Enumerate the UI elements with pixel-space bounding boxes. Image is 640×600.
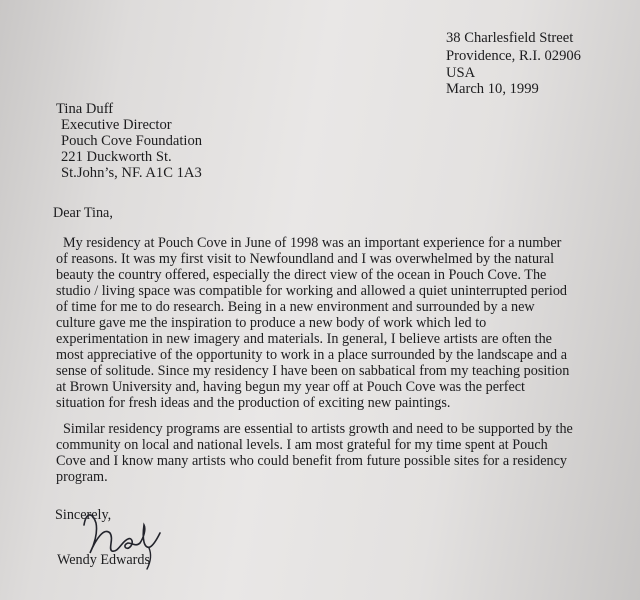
salutation: Dear Tina, [53,205,113,221]
paragraph-line: culture gave me the inspiration to produce a new body of work which led to [56,315,487,331]
recipient-organization: Pouch Cove Foundation [61,133,203,149]
paragraph-line: experimentation in new imagery and materials. In general, I believe artists are often the [56,331,552,347]
paragraph-line: most appreciative of the opportunity to work in a place surrounded by the landscape and a [56,347,567,363]
sender-city: Providence, R.I. 02906 [446,48,581,64]
paragraph-line: My residency at Pouch Cove in June of 1998 was an important experience for a number [63,235,562,251]
recipient-name: Tina Duff [56,101,114,117]
paragraph-line: community on local and national levels. I am most grateful for my time spent at Pouch [56,437,548,453]
paragraph-line: of time for me to do research. Being in a new environment and surrounded by a new [56,299,535,315]
recipient-title: Executive Director [61,117,172,133]
paragraph-line: program. [56,469,108,485]
sender-country: USA [446,65,476,81]
paragraph-line: situation for fresh ideas and the production of exciting new paintings. [56,395,451,411]
paragraph-line: Similar residency programs are essential to artists growth and need to be supported by the [63,421,573,437]
recipient-city: St.John’s, NF. A1C 1A3 [61,165,202,181]
signer-name: Wendy Edwards [57,552,151,568]
paragraph-line: Cove and I know many artists who could benefit from future possible sites for a residency [56,453,568,469]
recipient-street: 221 Duckworth St. [61,149,172,165]
paragraph-line: studio / living space was compatible for working and allowed a quiet uninterrupted period [56,283,568,299]
paragraph-line: sense of solitude. Since my residency I have been on sabbatical from my teaching position [56,363,570,379]
letter-date: March 10, 1999 [446,81,539,97]
paragraph-line: of reasons. It was my first visit to Newfoundland and I was overwhelmed by the natural [56,251,555,267]
paragraph-line: beauty the country offered, especially the direct view of the ocean in Pouch Cove. The [56,267,547,283]
paragraph-line: at Brown University and, having begun my year off at Pouch Cove was the perfect [56,379,525,395]
sender-street: 38 Charlesfield Street [446,30,574,46]
closing: Sincerely, [55,507,112,523]
